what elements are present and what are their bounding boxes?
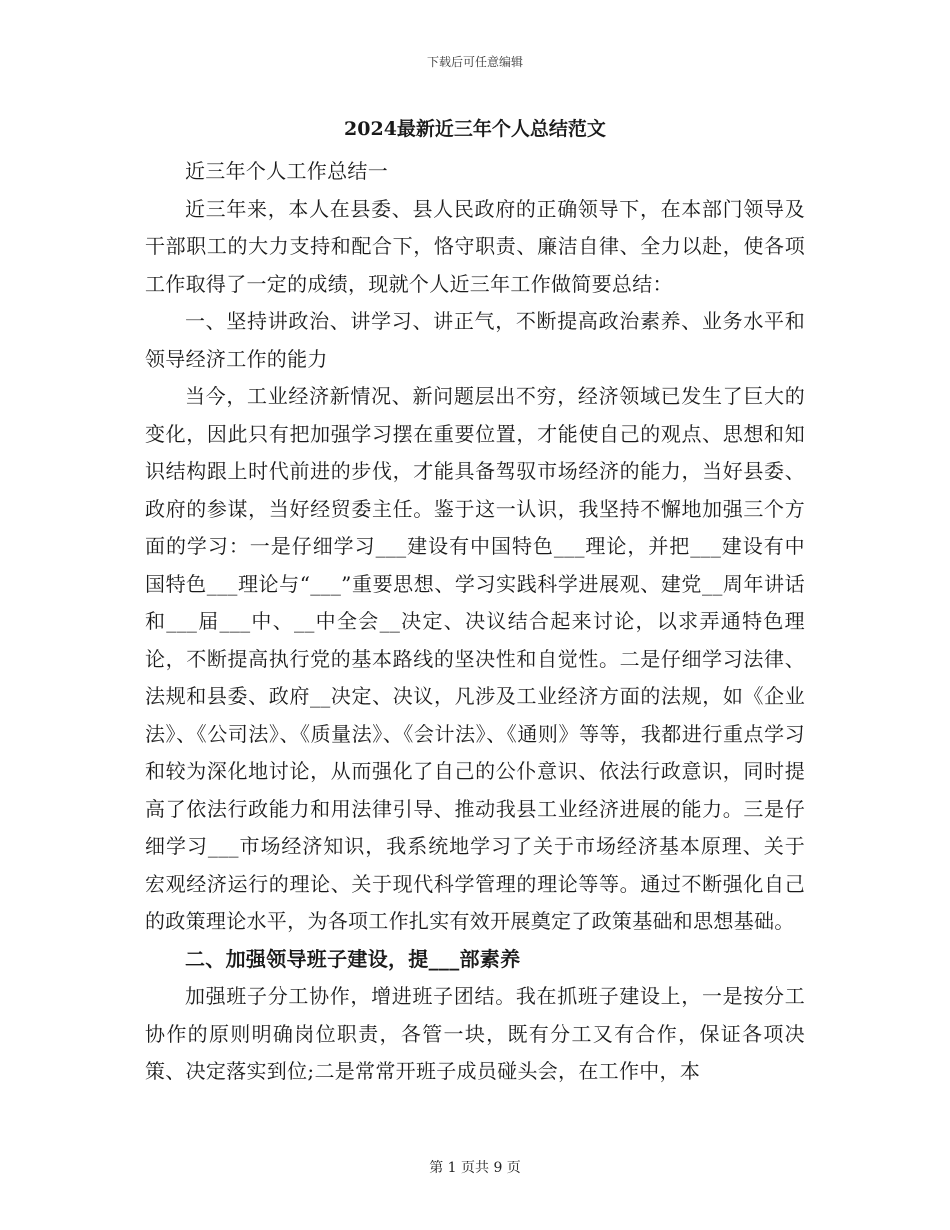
page-header: 下载后可任意编辑 — [426, 55, 523, 69]
section-heading: 二、加强领导班子建设，提___部素养 — [185, 946, 521, 971]
paragraph: 近三年来，本人在县委、县人民政府的正确领导下，在本部门领导及干部职工的大力支持和配合下，恪守职责、廉洁自律、全力以赴，使各项工作取得了一定的成绩，现就个人近三年工作做简要总结： — [145, 196, 805, 296]
paragraph: 加强班子分工协作，增进班子团结。我在抓班子建设上，一是按分工协作的原则明确岗位职责，各管一块，既有分工又有合作，保证各项决策、决定落实到位;二是常常开班子成员碰头会，在工作中，本 — [145, 984, 805, 1083]
paragraph: 一、坚持讲政治、讲学习、讲正气，不断提高政治素养、业务水平和领导经济工作的能力 — [145, 309, 805, 371]
document-title: 2024最新近三年个人总结范文 — [344, 118, 606, 140]
document-body — [145, 113, 805, 1091]
paragraph: 当今，工业经济新情况、新问题层出不穷，经济领域已发生了巨大的变化，因此只有把加强学习摆在重要位置，才能使自己的观点、思想和知识结构跟上时代前进的步伐，才能具备驾驭市场经济的能力，当好县委、政府的参谋，当好经贸委主任。鉴于这一认识，我坚持不懈地加强三个方面的学习：一是仔细学习___建设有中国特色___理论，并把___建设有中国特色___理论与“___”重要思想、学习实践科学进展观、建党__周年讲话和___届___中、__中全会__决定、决议结合起来讨论，以求弄通特色理论，不断提高执行党的基本路线的坚决性和自觉性。二是仔细学习法律、法规和县委、政府__决定、决议，凡涉及工业经济方面的法规，如《企业法》、《公司法》、《质量法》、《会计法》、《通则》等等，我都进行重点学习和较为深化地讨论，从而强化了自己的公仆意识、依法行政意识，同时提高了依法行政能力和用法律引导、推动我县工业经济进展的能力。三是仔细学习___市场经济知识，我系统地学习了关于市场经济基本原理、关于宏观经济运行的理论、关于现代科学管理的理论等等。通过不断强化自己的政策理论水平，为各项工作扎实有效开展奠定了政策基础和思想基础。 — [145, 384, 805, 933]
section-subtitle: 近三年个人工作总结一 — [185, 159, 388, 183]
page-footer: 第 1 页共 9 页 — [429, 1160, 521, 1176]
